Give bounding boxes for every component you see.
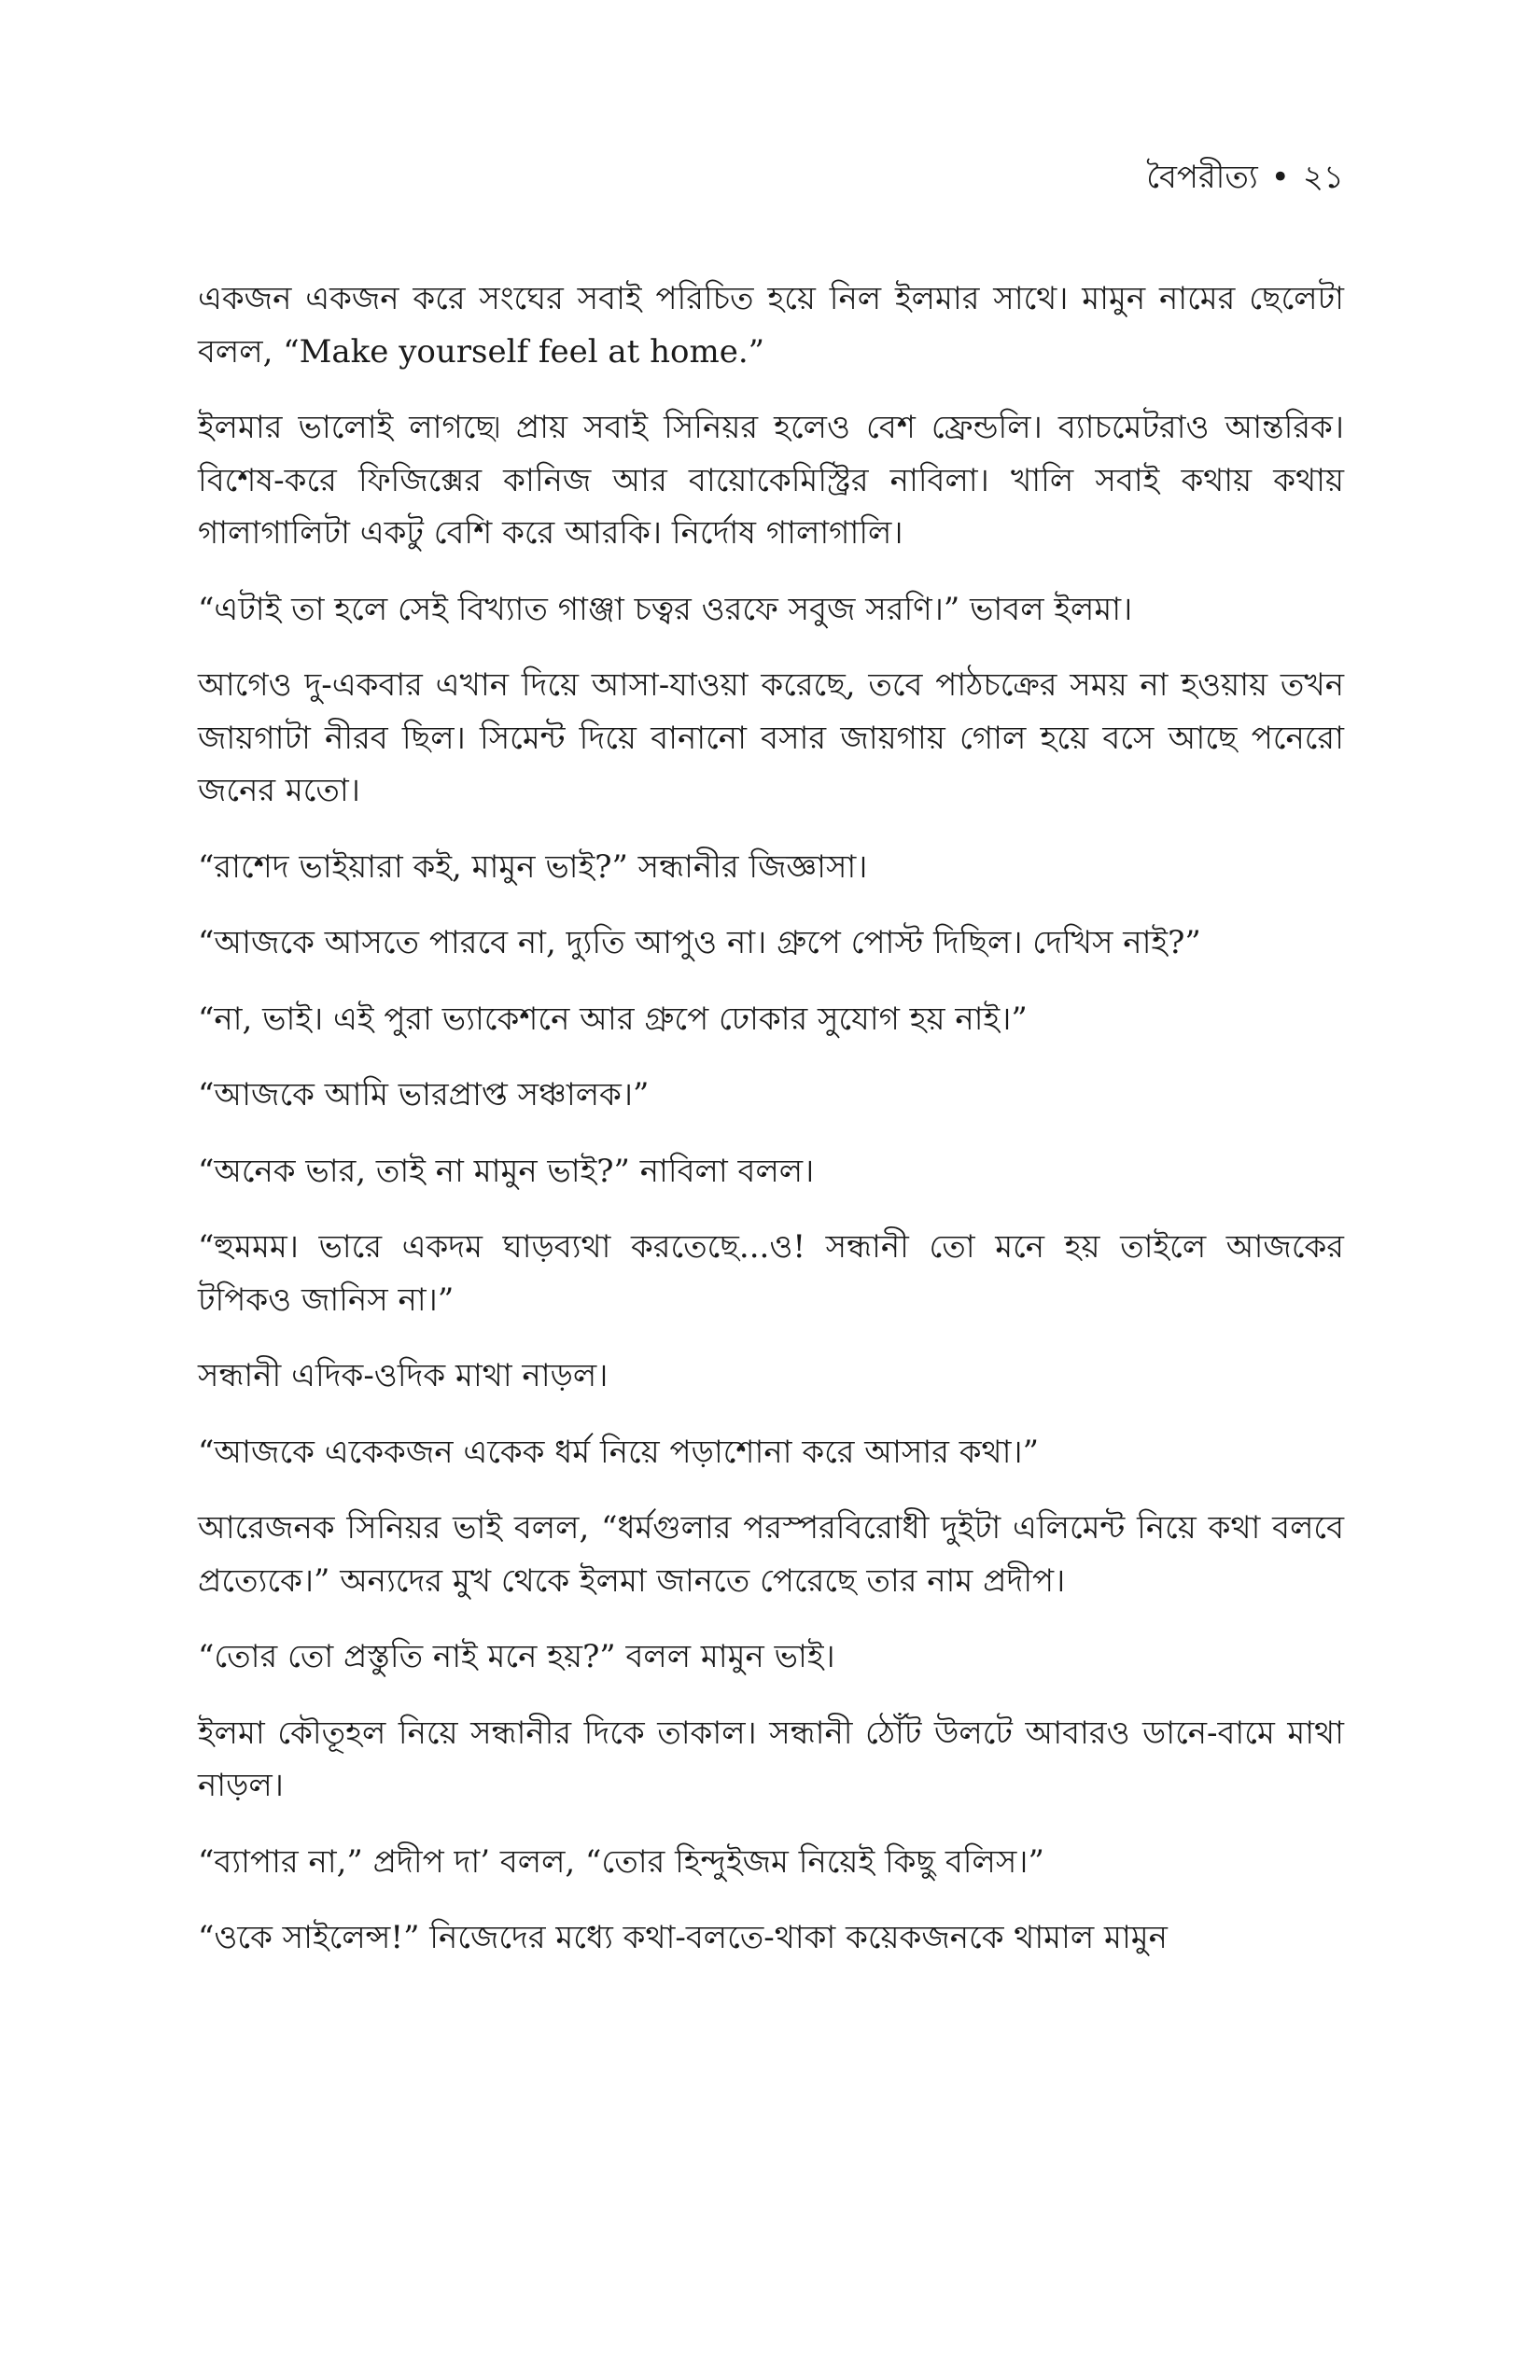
- header-separator: •: [1270, 159, 1290, 196]
- paragraph: “অনেক ভার, তাই না মামুন ভাই?” নাবিলা বলল।: [198, 1152, 815, 1190]
- paragraph: “না, ভাই। এই পুরা ভ্যাকেশনে আর গ্রুপে ঢোকার সুযোগ হয় নাই।”: [198, 1000, 1028, 1038]
- paragraph: “আজকে একেকজন একেক ধর্ম নিয়ে পড়াশোনা করে আসার কথা।”: [198, 1433, 1039, 1471]
- paragraph: একজন একজন করে সংঘের সবাই পরিচিত হয়ে নিল ইলমার সাথে। মামুন নামের ছেলেটা বলল, “Make yourself feel at home.”: [198, 280, 1344, 371]
- paragraph: ইলমা কৌতূহল নিয়ে সন্ধানীর দিকে তাকাল। সন্ধানী ঠোঁট উলটে আবারও ডানে-বামে মাথা নাড়ল।: [198, 1714, 1344, 1804]
- running-header: [1146, 159, 1344, 196]
- paragraph: “হুমমম। ভারে একদম ঘাড়ব্যথা করতেছে...ও! সন্ধানী তো মনে হয় তাইলে আজকের টপিকও জানিস না।”: [198, 1228, 1344, 1319]
- paragraph: “ব্যাপার না,” প্রদীপ দা’ বলল, “তোর হিন্দুইজম নিয়েই কিছু বলিস।”: [198, 1842, 1044, 1881]
- paragraph: আরেজনক সিনিয়র ভাই বলল, “ধর্মগুলার পরস্পরবিরোধী দুইটা এলিমেন্ট নিয়ে কথা বলবে প্রত্যেকে।” অন্যদের মুখ থেকে ইলমা জানতে পেরেছে তার নাম প্রদীপ।: [198, 1509, 1344, 1600]
- book-title: বৈপরীত্য: [1146, 159, 1258, 196]
- paragraph: “রাশেদ ভাইয়ারা কই, মামুন ভাই?” সন্ধানীর জিজ্ঞাসা।: [198, 847, 868, 886]
- paragraph: “আজকে আসতে পারবে না, দ্যুতি আপুও না। গ্রুপে পোস্ট দিছিল। দেখিস নাই?”: [198, 924, 1201, 961]
- paragraph: “তোর তো প্রস্তুতি নাই মনে হয়?” বলল মামুন ভাই।: [198, 1638, 835, 1675]
- body-text: [198, 273, 1344, 1988]
- page-number: ২১: [1302, 159, 1344, 196]
- paragraph: “আজকে আমি ভারপ্রাপ্ত সঞ্চালক।”: [198, 1076, 650, 1113]
- paragraph: “ওকে সাইলেন্স!” নিজেদের মধ্যে কথা-বলতে-থাকা কয়েকজনকে থামাল মামুন: [198, 1919, 1168, 1956]
- paragraph: সন্ধানী এদিক-ওদিক মাথা নাড়ল।: [198, 1357, 609, 1394]
- paragraph: “এটাই তা হলে সেই বিখ্যাত গাঞ্জা চত্বর ওরফে সবুজ সরণি।” ভাবল ইলমা।: [198, 590, 1133, 628]
- paragraph: ইলমার ভালোই লাগছে৷ প্রায় সবাই সিনিয়র হলেও বেশ ফ্রেন্ডলি। ব্যাচমেটরাও আন্তরিক। বিশেষ-করে ফিজিক্সের কানিজ আর বায়োকেমিস্ট্রির নাবিলা। খালি সবাই কথায় কথায় গালাগালিটা একটু বেশি করে আরকি। নির্দোষ গালাগালি।: [198, 409, 1344, 552]
- paragraph: আগেও দু-একবার এখান দিয়ে আসা-যাওয়া করেছে, তবে পাঠচক্রের সময় না হওয়ায় তখন জায়গাটা নীরব ছিল। সিমেন্ট দিয়ে বানানো বসার জায়গায় গোল হয়ে বসে আছে পনেরো জনের মতো।: [198, 666, 1344, 809]
